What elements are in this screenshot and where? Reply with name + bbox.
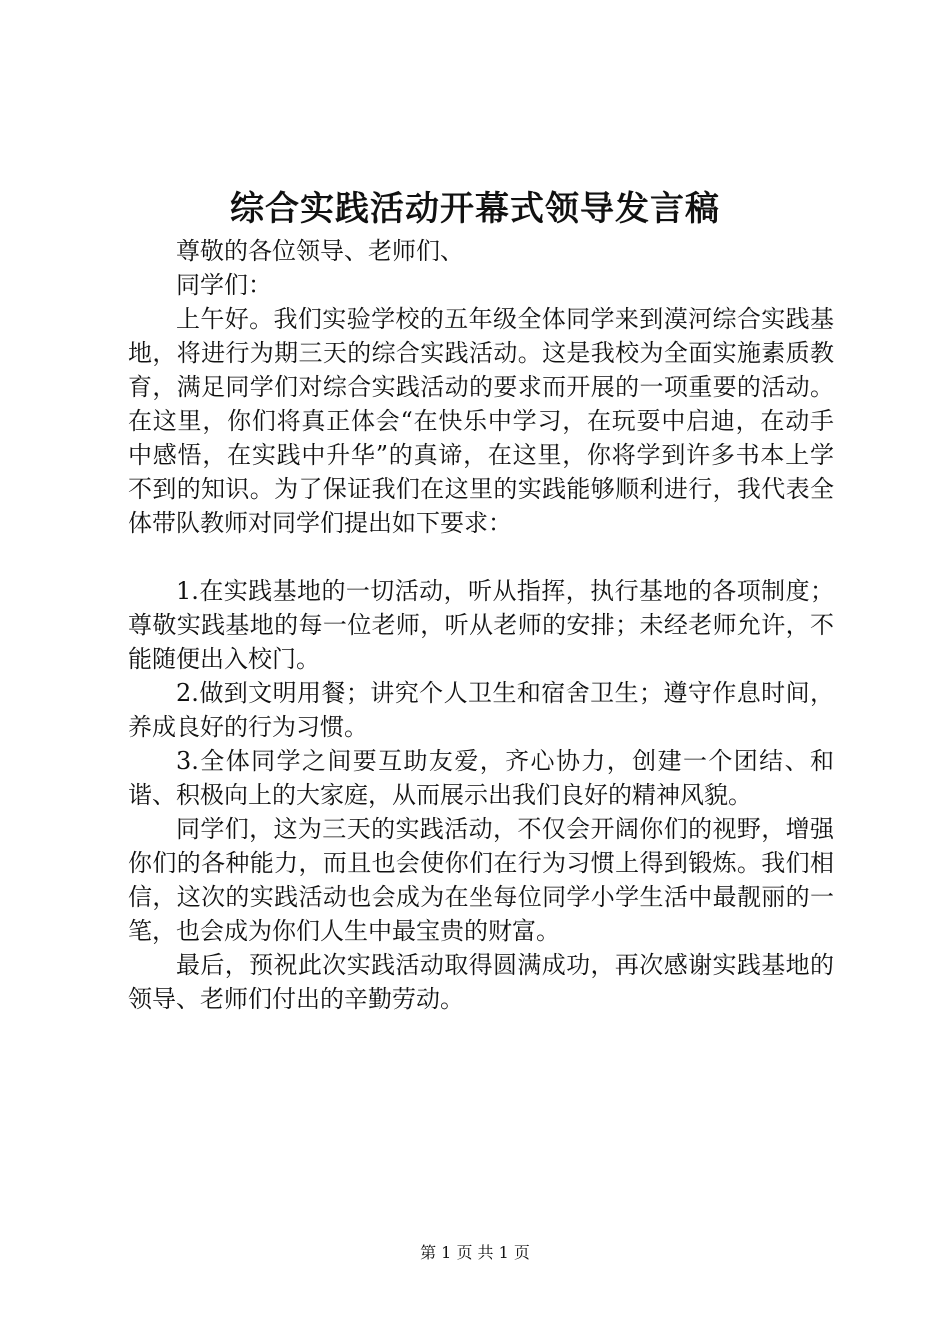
page-number-footer: 第 1 页 共 1 页 <box>420 1243 530 1262</box>
salutation-line-1: 尊敬的各位领导、老师们、 <box>176 237 464 265</box>
document-body <box>128 234 834 1016</box>
paragraph-closing: 最后，预祝此次实践活动取得圆满成功，再次感谢实践基地的领导、老师们付出的辛勤劳动。 <box>128 951 834 1013</box>
salutation-line-2: 同学们： <box>176 271 272 299</box>
requirement-item-3: 3.全体同学之间要互助友爱，齐心协力，创建一个团结、和谐、积极向上的大家庭，从而展示出我们良好的精神风貌。 <box>128 747 834 809</box>
document-title: 综合实践活动开幕式领导发言稿 <box>230 189 720 229</box>
paragraph-intro: 上午好。我们实验学校的五年级全体同学来到漠河综合实践基地，将进行为期三天的综合实践活动。这是我校为全面实施素质教育，满足同学们对综合实践活动的要求而开展的一项重要的活动。在这里，你们将真正体会“在快乐中学习，在玩耍中启迪，在动手中感悟，在实践中升华”的真谛，在这里，你将学到许多书本上学不到的知识。为了保证我们在这里的实践能够顺利进行，我代表全体带队教师对同学们提出如下要求： <box>128 305 834 537</box>
paragraph-encouragement: 同学们，这为三天的实践活动，不仅会开阔你们的视野，增强你们的各种能力，而且也会使你们在行为习惯上得到锻炼。我们相信，这次的实践活动也会成为在坐每位同学小学生活中最靓丽的一笔，也会成为你们人生中最宝贵的财富。 <box>128 815 834 945</box>
requirement-item-2: 2.做到文明用餐；讲究个人卫生和宿舍卫生；遵守作息时间，养成良好的行为习惯。 <box>128 679 834 741</box>
requirement-item-1: 1.在实践基地的一切活动，听从指挥，执行基地的各项制度；尊敬实践基地的每一位老师，听从老师的安排；未经老师允许，不能随便出入校门。 <box>128 577 834 673</box>
